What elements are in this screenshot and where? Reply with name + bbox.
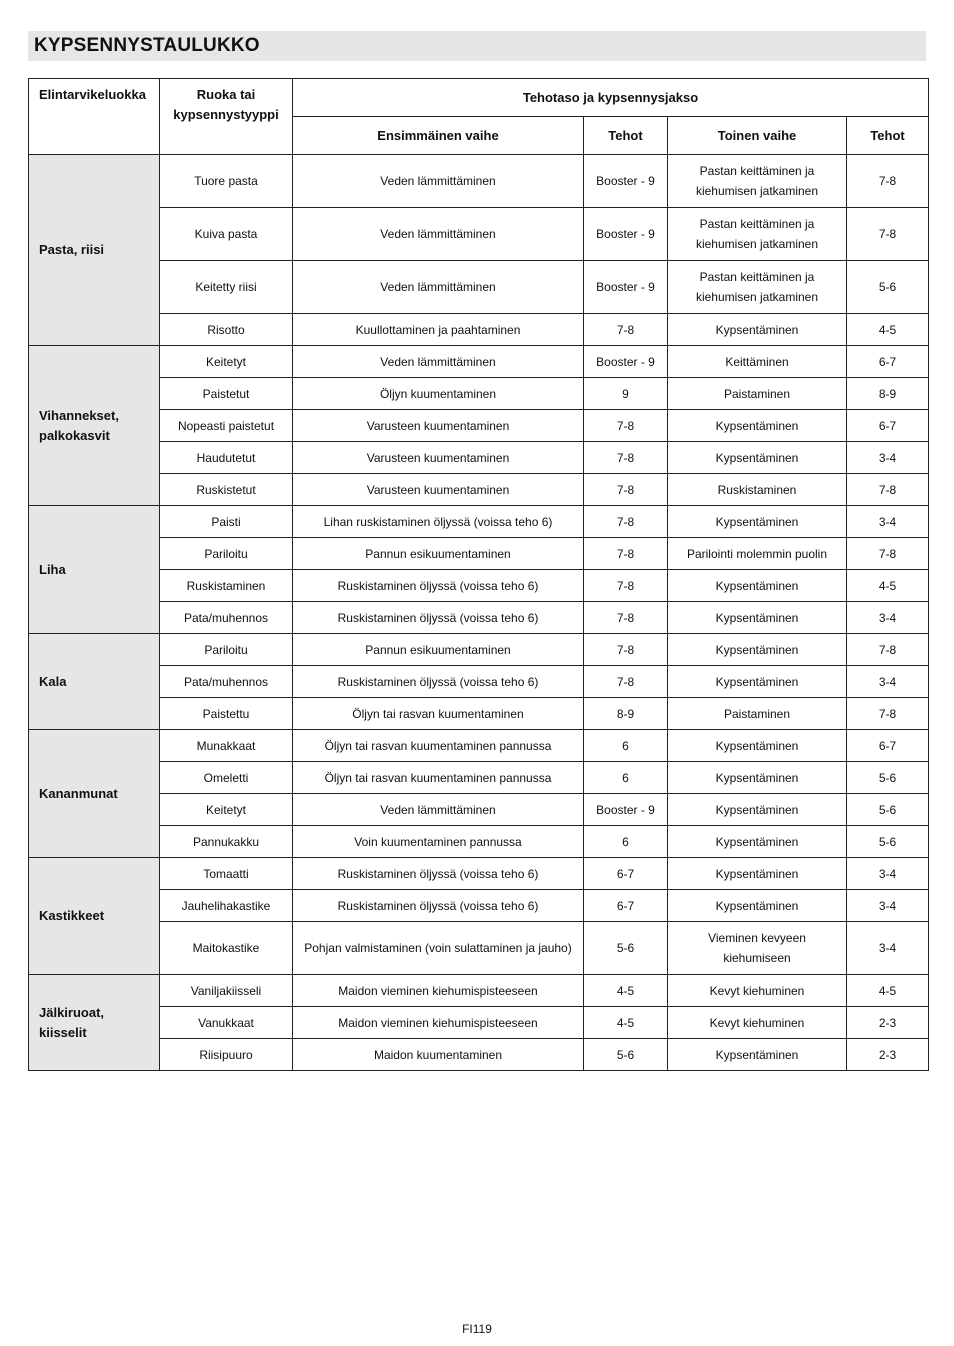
food-cell: Pariloitu	[160, 538, 293, 570]
table-row	[29, 730, 929, 762]
power-1-cell: Booster - 9	[584, 346, 668, 378]
table-row	[29, 442, 929, 474]
food-cell: Ruskistetut	[160, 474, 293, 506]
first-phase-cell: Öljyn kuumentaminen	[293, 378, 584, 410]
power-1-cell: 6	[584, 762, 668, 794]
second-phase-cell: Kypsentäminen	[668, 730, 847, 762]
page-title: KYPSENNYSTAULUKKO	[34, 35, 260, 56]
power-2-cell: 6-7	[847, 730, 929, 762]
second-phase-cell: Keittäminen	[668, 346, 847, 378]
table-row	[29, 410, 929, 442]
food-cell: Paistettu	[160, 698, 293, 730]
table-row	[29, 666, 929, 698]
power-2-cell: 7-8	[847, 208, 929, 261]
header-category: Elintarvikeluokka	[29, 79, 160, 155]
food-cell: Paisti	[160, 506, 293, 538]
power-1-cell: 7-8	[584, 474, 668, 506]
first-phase-cell: Ruskistaminen öljyssä (voissa teho 6)	[293, 570, 584, 602]
food-cell: Pariloitu	[160, 634, 293, 666]
food-cell: Paistetut	[160, 378, 293, 410]
power-1-cell: 4-5	[584, 1007, 668, 1039]
first-phase-cell: Voin kuumentaminen pannussa	[293, 826, 584, 858]
second-phase-cell: Paistaminen	[668, 698, 847, 730]
power-1-cell: 9	[584, 378, 668, 410]
food-cell: Riisipuuro	[160, 1039, 293, 1071]
food-cell: Pata/muhennos	[160, 602, 293, 634]
page-number: FI119	[462, 1322, 492, 1336]
first-phase-cell: Veden lämmittäminen	[293, 208, 584, 261]
power-1-cell: 7-8	[584, 634, 668, 666]
power-1-cell: 6-7	[584, 858, 668, 890]
food-cell: Maitokastike	[160, 922, 293, 975]
first-phase-cell: Ruskistaminen öljyssä (voissa teho 6)	[293, 666, 584, 698]
second-phase-cell: Vieminen kevyeen kiehumiseen	[668, 922, 847, 975]
food-cell: Pannukakku	[160, 826, 293, 858]
second-phase-cell: Kypsentäminen	[668, 570, 847, 602]
cooking-table	[28, 78, 929, 1071]
food-cell: Ruskistaminen	[160, 570, 293, 602]
power-2-cell: 3-4	[847, 666, 929, 698]
food-cell: Omeletti	[160, 762, 293, 794]
power-1-cell: 7-8	[584, 666, 668, 698]
first-phase-cell: Öljyn tai rasvan kuumentaminen	[293, 698, 584, 730]
power-2-cell: 6-7	[847, 410, 929, 442]
first-phase-cell: Ruskistaminen öljyssä (voissa teho 6)	[293, 858, 584, 890]
first-phase-cell: Pannun esikuumentaminen	[293, 538, 584, 570]
power-1-cell: 5-6	[584, 922, 668, 975]
first-phase-cell: Maidon kuumentaminen	[293, 1039, 584, 1071]
header-power-2: Tehot	[847, 117, 929, 155]
food-cell: Tomaatti	[160, 858, 293, 890]
first-phase-cell: Pannun esikuumentaminen	[293, 634, 584, 666]
second-phase-cell: Paistaminen	[668, 378, 847, 410]
power-1-cell: 7-8	[584, 314, 668, 346]
second-phase-cell: Kypsentäminen	[668, 858, 847, 890]
power-2-cell: 7-8	[847, 698, 929, 730]
category-cell: Vihannekset, palkokasvit	[29, 346, 160, 506]
power-1-cell: 8-9	[584, 698, 668, 730]
power-2-cell: 4-5	[847, 314, 929, 346]
table-row	[29, 261, 929, 314]
food-cell: Risotto	[160, 314, 293, 346]
second-phase-cell: Kypsentäminen	[668, 410, 847, 442]
food-cell: Nopeasti paistetut	[160, 410, 293, 442]
second-phase-cell: Kypsentäminen	[668, 506, 847, 538]
power-2-cell: 4-5	[847, 975, 929, 1007]
power-1-cell: Booster - 9	[584, 794, 668, 826]
table-row	[29, 890, 929, 922]
second-phase-cell: Kypsentäminen	[668, 666, 847, 698]
second-phase-cell: Ruskistaminen	[668, 474, 847, 506]
table-row	[29, 634, 929, 666]
power-1-cell: 7-8	[584, 570, 668, 602]
power-1-cell: 7-8	[584, 410, 668, 442]
table-row	[29, 975, 929, 1007]
power-1-cell: 7-8	[584, 538, 668, 570]
first-phase-cell: Ruskistaminen öljyssä (voissa teho 6)	[293, 602, 584, 634]
power-1-cell: Booster - 9	[584, 208, 668, 261]
power-1-cell: 7-8	[584, 442, 668, 474]
food-cell: Keitetyt	[160, 346, 293, 378]
header-power-1: Tehot	[584, 117, 668, 155]
first-phase-cell: Ruskistaminen öljyssä (voissa teho 6)	[293, 890, 584, 922]
power-1-cell: 6	[584, 826, 668, 858]
category-cell: Kastikkeet	[29, 858, 160, 975]
table-row	[29, 208, 929, 261]
header-first-phase: Ensimmäinen vaihe	[293, 117, 584, 155]
power-2-cell: 7-8	[847, 474, 929, 506]
power-1-cell: 6-7	[584, 890, 668, 922]
power-2-cell: 3-4	[847, 602, 929, 634]
food-cell: Tuore pasta	[160, 155, 293, 208]
category-cell: Kala	[29, 634, 160, 730]
power-2-cell: 3-4	[847, 506, 929, 538]
table-row	[29, 762, 929, 794]
power-1-cell: 7-8	[584, 602, 668, 634]
power-1-cell: 6	[584, 730, 668, 762]
category-cell: Liha	[29, 506, 160, 634]
first-phase-cell: Veden lämmittäminen	[293, 155, 584, 208]
second-phase-cell: Kypsentäminen	[668, 826, 847, 858]
table-row	[29, 314, 929, 346]
power-1-cell: Booster - 9	[584, 155, 668, 208]
table-row	[29, 474, 929, 506]
second-phase-cell: Pastan keittäminen ja kiehumisen jatkaminen	[668, 261, 847, 314]
category-cell: Kananmunat	[29, 730, 160, 858]
second-phase-cell: Kypsentäminen	[668, 442, 847, 474]
header-second-phase: Toinen vaihe	[668, 117, 847, 155]
first-phase-cell: Varusteen kuumentaminen	[293, 474, 584, 506]
table-row	[29, 826, 929, 858]
table-row	[29, 378, 929, 410]
first-phase-cell: Maidon vieminen kiehumispisteeseen	[293, 1007, 584, 1039]
table-row	[29, 570, 929, 602]
power-2-cell: 5-6	[847, 261, 929, 314]
power-2-cell: 6-7	[847, 346, 929, 378]
food-cell: Vaniljakiisseli	[160, 975, 293, 1007]
first-phase-cell: Kuullottaminen ja paahtaminen	[293, 314, 584, 346]
power-2-cell: 5-6	[847, 794, 929, 826]
power-2-cell: 3-4	[847, 922, 929, 975]
power-1-cell: 7-8	[584, 506, 668, 538]
second-phase-cell: Kypsentäminen	[668, 890, 847, 922]
power-2-cell: 3-4	[847, 858, 929, 890]
food-cell: Munakkaat	[160, 730, 293, 762]
power-2-cell: 4-5	[847, 570, 929, 602]
category-cell: Pasta, riisi	[29, 155, 160, 346]
category-cell: Jälkiruoat, kiisselit	[29, 975, 160, 1071]
table-row	[29, 858, 929, 890]
food-cell: Keitetty riisi	[160, 261, 293, 314]
power-2-cell: 7-8	[847, 634, 929, 666]
food-cell: Haudutetut	[160, 442, 293, 474]
first-phase-cell: Varusteen kuumentaminen	[293, 442, 584, 474]
first-phase-cell: Pohjan valmistaminen (voin sulattaminen ja jauho)	[293, 922, 584, 975]
food-cell: Jauhelihakastike	[160, 890, 293, 922]
power-2-cell: 7-8	[847, 538, 929, 570]
title-bar	[28, 31, 926, 61]
table-header	[29, 79, 929, 155]
second-phase-cell: Kypsentäminen	[668, 602, 847, 634]
food-cell: Keitetyt	[160, 794, 293, 826]
power-2-cell: 3-4	[847, 890, 929, 922]
first-phase-cell: Veden lämmittäminen	[293, 346, 584, 378]
table-row	[29, 155, 929, 208]
table-row	[29, 602, 929, 634]
header-group: Tehotaso ja kypsennysjakso	[293, 79, 929, 117]
first-phase-cell: Öljyn tai rasvan kuumentaminen pannussa	[293, 730, 584, 762]
power-2-cell: 3-4	[847, 442, 929, 474]
table-row	[29, 506, 929, 538]
second-phase-cell: Pastan keittäminen ja kiehumisen jatkaminen	[668, 155, 847, 208]
food-cell: Vanukkaat	[160, 1007, 293, 1039]
first-phase-cell: Öljyn tai rasvan kuumentaminen pannussa	[293, 762, 584, 794]
table-row	[29, 1039, 929, 1071]
second-phase-cell: Kevyt kiehuminen	[668, 975, 847, 1007]
power-2-cell: 2-3	[847, 1007, 929, 1039]
power-2-cell: 7-8	[847, 155, 929, 208]
second-phase-cell: Kypsentäminen	[668, 1039, 847, 1071]
power-2-cell: 2-3	[847, 1039, 929, 1071]
power-2-cell: 5-6	[847, 826, 929, 858]
second-phase-cell: Pastan keittäminen ja kiehumisen jatkaminen	[668, 208, 847, 261]
table-row	[29, 698, 929, 730]
power-1-cell: 4-5	[584, 975, 668, 1007]
power-1-cell: Booster - 9	[584, 261, 668, 314]
second-phase-cell: Parilointi molemmin puolin	[668, 538, 847, 570]
first-phase-cell: Veden lämmittäminen	[293, 261, 584, 314]
second-phase-cell: Kevyt kiehuminen	[668, 1007, 847, 1039]
table-row	[29, 794, 929, 826]
header-food: Ruoka tai kypsennystyyppi	[160, 79, 293, 155]
second-phase-cell: Kypsentäminen	[668, 634, 847, 666]
second-phase-cell: Kypsentäminen	[668, 314, 847, 346]
first-phase-cell: Varusteen kuumentaminen	[293, 410, 584, 442]
second-phase-cell: Kypsentäminen	[668, 762, 847, 794]
power-2-cell: 5-6	[847, 762, 929, 794]
first-phase-cell: Maidon vieminen kiehumispisteeseen	[293, 975, 584, 1007]
table-row	[29, 922, 929, 975]
food-cell: Pata/muhennos	[160, 666, 293, 698]
table-body	[29, 155, 929, 1071]
table-row	[29, 1007, 929, 1039]
food-cell: Kuiva pasta	[160, 208, 293, 261]
table-row	[29, 538, 929, 570]
table-row	[29, 346, 929, 378]
power-1-cell: 5-6	[584, 1039, 668, 1071]
first-phase-cell: Veden lämmittäminen	[293, 794, 584, 826]
first-phase-cell: Lihan ruskistaminen öljyssä (voissa teho 6)	[293, 506, 584, 538]
power-2-cell: 8-9	[847, 378, 929, 410]
second-phase-cell: Kypsentäminen	[668, 794, 847, 826]
